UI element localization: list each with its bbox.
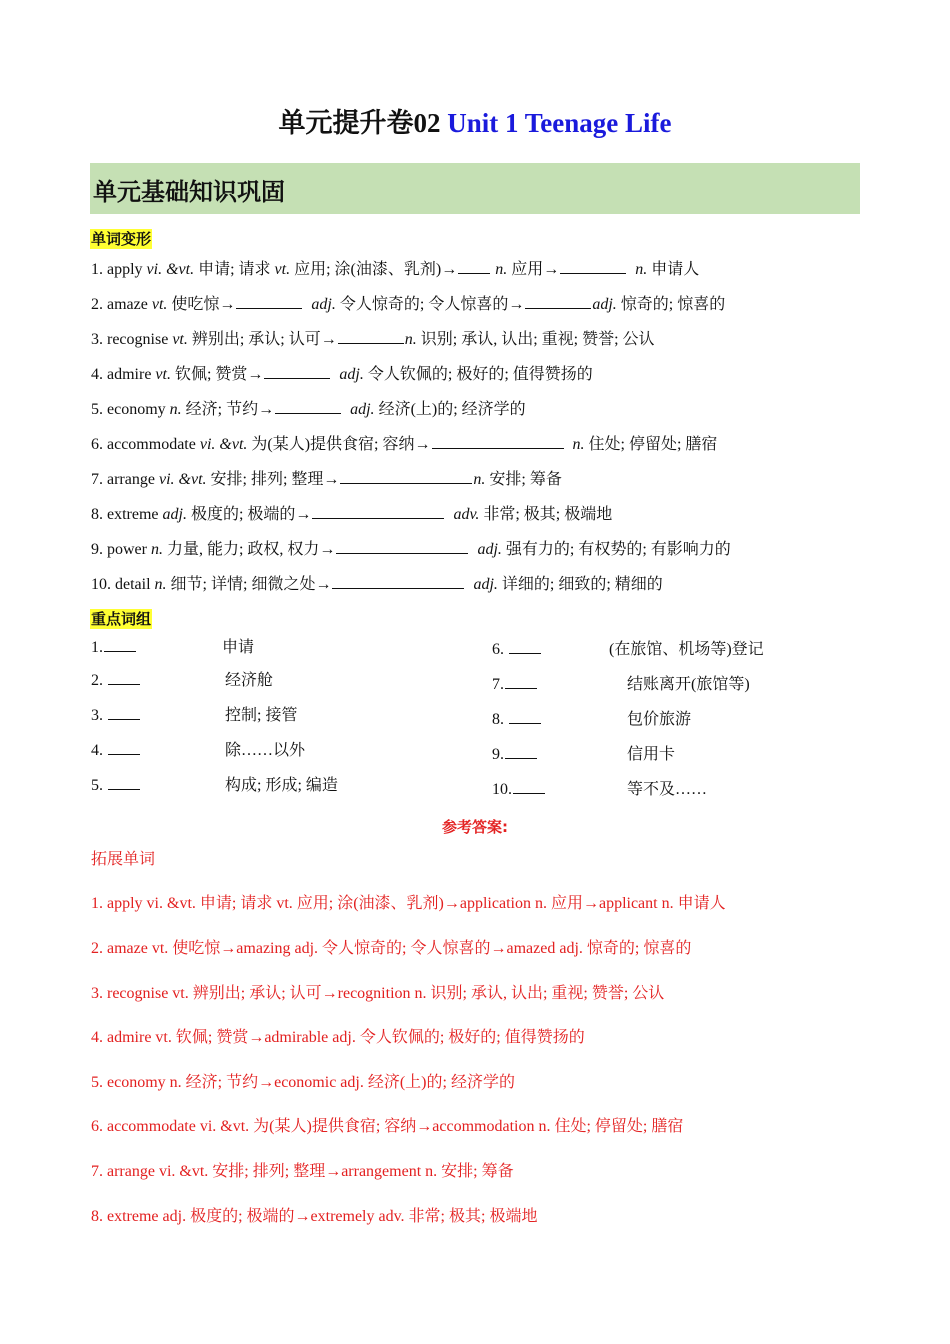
answer-blank[interactable] xyxy=(108,670,140,685)
answer-blank[interactable] xyxy=(104,637,136,652)
word-line: 4. admire vt. 钦佩; 赞赏→ adj. 令人钦佩的; 极好的; 值得赞扬的 xyxy=(91,366,593,383)
answer-line: 6. accommodate vi. &vt. 为(某人)提供食宿; 容纳→accommodation n. 住处; 停留处; 膳宿 xyxy=(91,1118,684,1135)
section-banner xyxy=(90,163,860,214)
answer-subheading: 拓展单词 xyxy=(91,851,156,868)
phrase-meaning: (在旅馆、机场等)登记 xyxy=(609,641,764,658)
answer-blank[interactable] xyxy=(275,399,341,414)
answer-line: 5. economy n. 经济; 节约→economic adj. 经济(上)的; 经济学的 xyxy=(91,1074,515,1091)
answer-blank[interactable] xyxy=(458,259,490,274)
phrase-item: 10. xyxy=(492,779,546,801)
answer-blank[interactable] xyxy=(513,779,545,794)
word-line: 9. power n. 力量, 能力; 政权, 权力→ adj. 强有力的; 有权势的; 有影响力的 xyxy=(91,541,731,558)
answer-blank[interactable] xyxy=(505,744,537,759)
page-title: 单元提升卷02 Unit 1 Teenage Life xyxy=(278,108,672,138)
phrase-item: 1. xyxy=(91,637,137,659)
answer-heading: 参考答案: xyxy=(442,818,508,836)
phrase-meaning: 结账离开(旅馆等) xyxy=(627,676,750,693)
answer-line: 2. amaze vt. 使吃惊→amazing adj. 令人惊奇的; 令人惊喜的→amazed adj. 惊奇的; 惊喜的 xyxy=(91,940,692,957)
answer-line: 4. admire vt. 钦佩; 赞赏→admirable adj. 令人钦佩的; 极好的; 值得赞扬的 xyxy=(91,1029,585,1046)
phrase-meaning: 信用卡 xyxy=(627,746,676,763)
answer-blank[interactable] xyxy=(560,259,626,274)
answer-blank[interactable] xyxy=(509,639,541,654)
phrase-item: 6. xyxy=(492,639,542,661)
answer-blank[interactable] xyxy=(264,364,330,379)
answer-blank[interactable] xyxy=(332,574,464,589)
phrase-item: 8. xyxy=(492,709,542,731)
phrase-item: 2. xyxy=(91,670,141,692)
phrase-meaning: 构成; 形成; 编造 xyxy=(225,777,338,794)
section-title: 单元基础知识巩固 xyxy=(93,178,285,206)
word-line: 5. economy n. 经济; 节约→ adj. 经济(上)的; 经济学的 xyxy=(91,401,526,418)
phrase-item: 3. xyxy=(91,705,141,727)
phrase-meaning: 申请 xyxy=(222,639,255,656)
phrase-item: 4. xyxy=(91,740,141,762)
answer-blank[interactable] xyxy=(505,674,537,689)
phrase-meaning: 控制; 接管 xyxy=(225,707,298,724)
word-line: 10. detail n. 细节; 详情; 细微之处→ adj. 详细的; 细致的; 精细的 xyxy=(91,576,663,593)
word-forms-tag: 单词变形 xyxy=(91,230,152,248)
answer-blank[interactable] xyxy=(336,539,468,554)
word-line: 6. accommodate vi. &vt. 为(某人)提供食宿; 容纳→ n. 住处; 停留处; 膳宿 xyxy=(91,436,718,453)
answer-blank[interactable] xyxy=(108,740,140,755)
word-line: 2. amaze vt. 使吃惊→ adj. 令人惊奇的; 令人惊喜的→ adj. 惊奇的; 惊喜的 xyxy=(91,296,726,313)
answer-blank[interactable] xyxy=(236,294,302,309)
phrase-item: 5. xyxy=(91,775,141,797)
phrase-item: 9. xyxy=(492,744,538,766)
phrase-meaning: 等不及…… xyxy=(627,781,708,798)
unit-title: Unit 1 Teenage Life xyxy=(447,108,672,138)
answer-blank[interactable] xyxy=(108,775,140,790)
phrase-item: 7. xyxy=(492,674,538,696)
answer-blank[interactable] xyxy=(432,434,564,449)
answer-blank[interactable] xyxy=(340,469,472,484)
answer-line: 3. recognise vt. 辨别出; 承认; 认可→recognition n. 识别; 承认, 认出; 重视; 赞誉; 公认 xyxy=(91,985,665,1002)
answer-line: 7. arrange vi. &vt. 安排; 排列; 整理→arrangement n. 安排; 筹备 xyxy=(91,1163,514,1180)
key-phrases-tag: 重点词组 xyxy=(91,610,152,628)
answer-line: 1. apply vi. &vt. 申请; 请求 vt. 应用; 涂(油漆、乳剂)→application n. 应用→applicant n. 申请人 xyxy=(91,895,726,912)
answer-blank[interactable] xyxy=(312,504,444,519)
word-line: 7. arrange vi. &vt. 安排; 排列; 整理→ n. 安排; 筹备 xyxy=(91,471,562,488)
answer-blank[interactable] xyxy=(108,705,140,720)
answer-blank[interactable] xyxy=(509,709,541,724)
answer-blank[interactable] xyxy=(338,329,404,344)
word-line: 8. extreme adj. 极度的; 极端的→ adv. 非常; 极其; 极端地 xyxy=(91,506,613,523)
phrase-meaning: 经济舱 xyxy=(225,672,274,689)
word-line: 3. recognise vt. 辨别出; 承认; 认可→ n. 识别; 承认, 认出; 重视; 赞誉; 公认 xyxy=(91,331,655,348)
answer-line: 8. extreme adj. 极度的; 极端的→extremely adv. 非常; 极其; 极端地 xyxy=(91,1208,538,1225)
phrase-meaning: 除……以外 xyxy=(225,742,306,759)
phrase-meaning: 包价旅游 xyxy=(627,711,692,728)
word-line: 1. apply vi. &vt. 申请; 请求 vt. 应用; 涂(油漆、乳剂)→ n. 应用→ n. 申请人 xyxy=(91,261,700,278)
answer-blank[interactable] xyxy=(525,294,591,309)
